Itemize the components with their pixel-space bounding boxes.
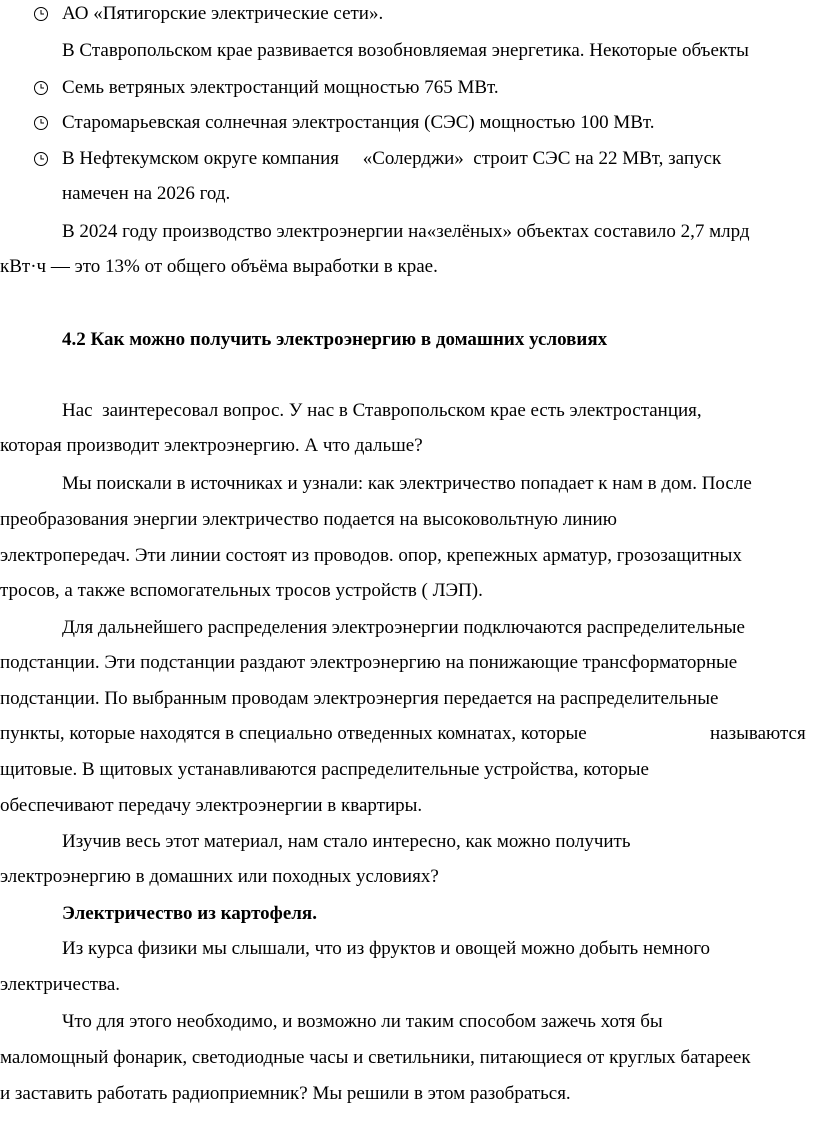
paragraph-line: пункты, которые находятся в специально отведенных комнатах, которые называются <box>0 723 806 744</box>
bullet-text: АО «Пятигорские электрические сети». <box>62 3 384 24</box>
paragraph-line: электроэнергию в домашних или походных условиях? <box>0 866 439 887</box>
clock-icon <box>33 80 49 96</box>
paragraph-line: преобразования энергии электричество подается на высоковольтную линию <box>0 509 617 530</box>
paragraph-line: В Ставропольском крае развивается возобновляемая энергетика. Некоторые объекты <box>62 40 749 61</box>
subheading: Электричество из картофеля. <box>62 903 317 924</box>
paragraph-line: В 2024 году производство электроэнергии на«зелёных» объектах составило 2,7 млрд <box>62 221 750 242</box>
paragraph-line: тросов, а также вспомогательных тросов устройств ( ЛЭП). <box>0 580 483 601</box>
bullet-item <box>0 69 816 107</box>
paragraph-line: щитовые. В щитовых устанавливаются распределительные устройства, которые <box>0 759 649 780</box>
paragraph-line: обеспечивают передачу электроэнергии в квартиры. <box>0 795 423 816</box>
bullet-text: В Нефтекумском округе компания «Солерджи» строит СЭС на 22 МВт, запуск <box>62 148 722 169</box>
bullet-text: Старомарьевская солнечная электростанция (СЭС) мощностью 100 МВт. <box>62 112 655 133</box>
paragraph-line: Для дальнейшего распределения электроэнергии подключаются распределительные <box>62 617 745 638</box>
paragraph-line: электропередач. Эти линии состоят из проводов. опор, крепежных арматур, грозозащитных <box>0 545 742 566</box>
bullet-text: Семь ветряных электростанций мощностью 765 МВт. <box>62 77 499 98</box>
bullet-item <box>0 0 816 33</box>
paragraph-line: подстанции. По выбранным проводам электроэнергия передается на распределительные <box>0 688 719 709</box>
paragraph-line: намечен на 2026 год. <box>62 183 231 204</box>
paragraph-line: подстанции. Эти подстанции раздают электроэнергию на понижающие трансформаторные <box>0 652 738 673</box>
paragraph-line: кВт·ч — это 13% от общего объёма выработки в крае. <box>0 256 438 277</box>
paragraph-line: электричества. <box>0 974 121 995</box>
paragraph-line: Из курса физики мы слышали, что из фруктов и овощей можно добыть немного <box>62 938 711 959</box>
clock-icon <box>33 151 49 167</box>
clock-icon <box>33 115 49 131</box>
paragraph-line: которая производит электроэнергию. А что дальше? <box>0 435 423 456</box>
paragraph-line: маломощный фонарик, светодиодные часы и светильники, питающиеся от круглых батареек <box>0 1047 751 1068</box>
section-heading: 4.2 Как можно получить электроэнергию в домашних условиях <box>62 329 608 350</box>
paragraph-line: Нас заинтересовал вопрос. У нас в Ставропольском крае есть электростанция, <box>62 400 702 421</box>
bullet-item <box>0 104 816 142</box>
clock-icon <box>33 6 49 22</box>
paragraph-line: и заставить работать радиоприемник? Мы решили в этом разобраться. <box>0 1083 571 1104</box>
paragraph-line: Что для этого необходимо, и возможно ли таким способом зажечь хотя бы <box>62 1011 663 1032</box>
bullet-item <box>0 140 816 178</box>
paragraph-line: Изучив весь этот материал, нам стало интересно, как можно получить <box>62 831 631 852</box>
paragraph-line: Мы поискали в источниках и узнали: как электричество попадает к нам в дом. После <box>62 473 752 494</box>
